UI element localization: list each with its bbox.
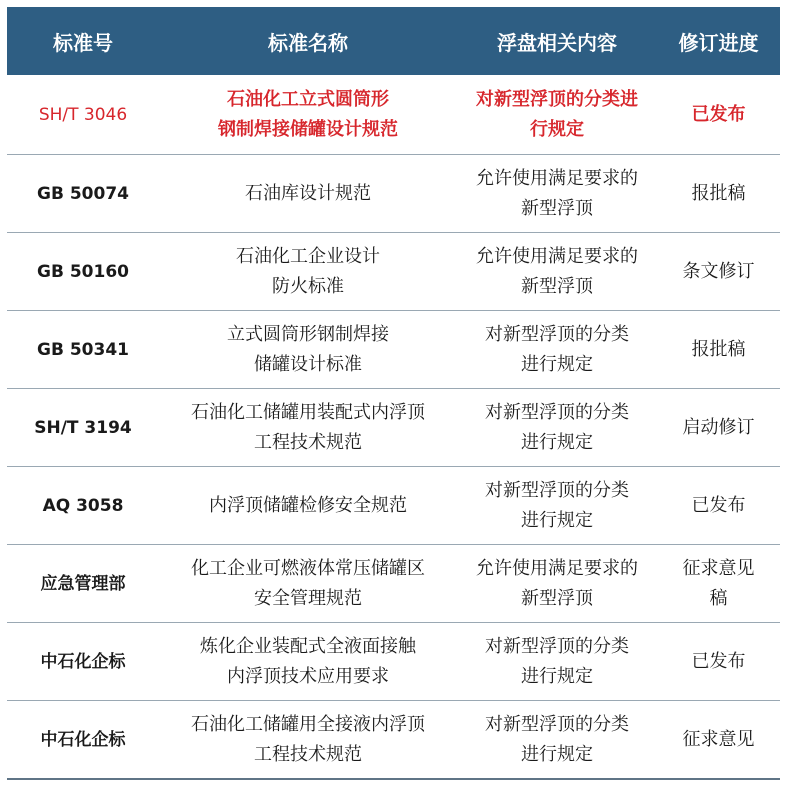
name-line: 石油化工企业设计 [236,245,380,267]
cell-standard-name [159,545,457,623]
cell-floating-roof-content [457,701,657,780]
standard-code-text: GB 50341 [37,339,129,360]
cell-floating-roof-content [457,389,657,467]
cell-revision-progress [657,545,780,623]
standards-table [7,7,780,780]
standard-code-text: GB 50074 [37,183,129,204]
name-line: 安全管理规范 [254,587,362,609]
standards-table-wrapper [7,7,780,780]
cell-revision-progress [657,389,780,467]
content-line: 新型浮顶 [521,197,593,219]
cell-standard-code [7,545,159,623]
cell-standard-name [159,623,457,701]
status-line: 已发布 [691,650,746,672]
name-line: 工程技术规范 [254,431,362,453]
name-line: 钢制焊接储罐设计规范 [218,118,398,140]
header-revision-progress: 修订进度 [657,7,780,75]
standard-code-text: SH/T 3046 [38,104,128,125]
name-line: 石油库设计规范 [245,182,371,204]
content-line: 新型浮顶 [521,587,593,609]
content-line: 进行规定 [521,509,593,531]
cell-standard-name [159,389,457,467]
table-row [7,467,780,545]
cell-standard-code [7,389,159,467]
cell-standard-name [159,155,457,233]
cell-floating-roof-content [457,311,657,389]
content-line: 对新型浮顶的分类 [485,401,629,423]
name-line: 立式圆筒形钢制焊接 [227,323,389,345]
table-row [7,311,780,389]
cell-standard-code [7,701,159,780]
status-line: 征求意见 [682,728,755,750]
status-line: 启动修订 [682,416,755,438]
table-row [7,75,780,155]
name-line: 炼化企业装配式全液面接触 [200,635,416,657]
status-line: 征求意见 [682,557,755,579]
cell-revision-progress [657,311,780,389]
table-row [7,623,780,701]
cell-floating-roof-content [457,545,657,623]
header-standard-name: 标准名称 [159,7,457,75]
standard-code-text: 中石化企标 [40,729,126,750]
table-row [7,155,780,233]
cell-standard-code [7,233,159,311]
content-line: 进行规定 [521,353,593,375]
cell-standard-name [159,233,457,311]
cell-standard-code [7,155,159,233]
content-line: 行规定 [530,118,584,140]
header-floating-roof-content: 浮盘相关内容 [457,7,657,75]
table-row [7,389,780,467]
name-line: 储罐设计标准 [254,353,362,375]
name-line: 石油化工储罐用全接液内浮顶 [191,713,425,735]
cell-standard-code [7,311,159,389]
cell-revision-progress [657,75,780,155]
name-line: 工程技术规范 [254,743,362,765]
cell-standard-code [7,75,159,155]
status-line: 报批稿 [691,182,746,204]
cell-revision-progress [657,155,780,233]
standard-code-text: 中石化企标 [40,651,126,672]
standard-code-text: 应急管理部 [40,573,126,594]
content-line: 允许使用满足要求的 [476,557,638,579]
cell-standard-name [159,467,457,545]
standard-code-text: AQ 3058 [42,495,124,516]
table-row [7,701,780,780]
content-line: 对新型浮顶的分类 [485,713,629,735]
cell-standard-name [159,75,457,155]
cell-standard-name [159,701,457,780]
cell-revision-progress [657,233,780,311]
status-line: 稿 [709,587,728,609]
cell-standard-code [7,623,159,701]
content-line: 进行规定 [521,431,593,453]
cell-standard-code [7,467,159,545]
table-header-row [7,7,780,75]
name-line: 石油化工储罐用装配式内浮顶 [191,401,425,423]
content-line: 对新型浮顶的分类进 [476,88,638,110]
name-line: 防火标准 [272,275,344,297]
content-line: 进行规定 [521,743,593,765]
content-line: 允许使用满足要求的 [476,245,638,267]
cell-floating-roof-content [457,233,657,311]
standard-code-text: SH/T 3194 [34,417,132,438]
content-line: 允许使用满足要求的 [476,167,638,189]
cell-revision-progress [657,623,780,701]
content-line: 对新型浮顶的分类 [485,479,629,501]
name-line: 内浮顶储罐检修安全规范 [209,494,407,516]
status-line: 报批稿 [691,338,746,360]
cell-revision-progress [657,467,780,545]
content-line: 新型浮顶 [521,275,593,297]
status-line: 条文修订 [682,260,755,282]
cell-standard-name [159,311,457,389]
cell-floating-roof-content [457,467,657,545]
status-line: 已发布 [691,494,746,516]
table-row [7,233,780,311]
name-line: 石油化工立式圆筒形 [227,88,389,110]
content-line: 进行规定 [521,665,593,687]
content-line: 对新型浮顶的分类 [485,635,629,657]
cell-floating-roof-content [457,155,657,233]
content-line: 对新型浮顶的分类 [485,323,629,345]
table-body [7,75,780,779]
table-row [7,545,780,623]
status-line: 已发布 [691,103,746,125]
standard-code-text: GB 50160 [37,261,129,282]
name-line: 化工企业可燃液体常压储罐区 [191,557,425,579]
name-line: 内浮顶技术应用要求 [227,665,389,687]
cell-floating-roof-content [457,623,657,701]
header-standard-code: 标准号 [7,7,159,75]
cell-floating-roof-content [457,75,657,155]
cell-revision-progress [657,701,780,780]
